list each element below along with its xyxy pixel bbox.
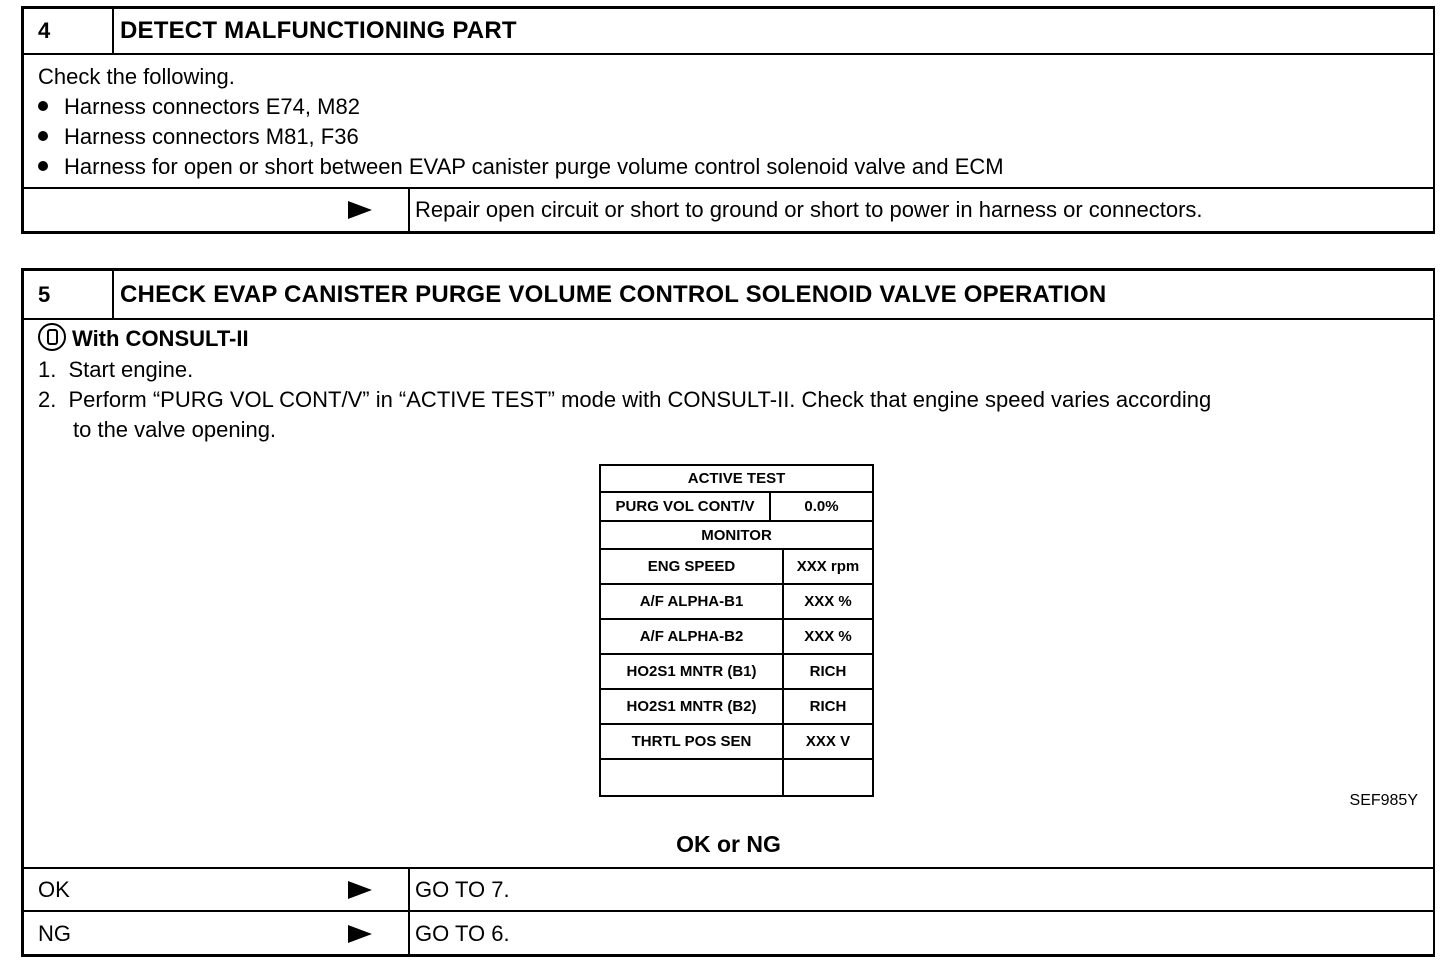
list-item — [38, 94, 360, 120]
figure-id: SEF985Y — [1349, 792, 1418, 809]
outcome-result: GO TO 6. — [415, 920, 510, 946]
instruction-1 — [38, 357, 193, 383]
result-text: Repair open circuit or short to ground or short to power in harness or connectors. — [415, 197, 1203, 222]
monitor-header-row — [601, 522, 872, 550]
screen-header: ACTIVE TEST — [687, 470, 786, 487]
step-5-box — [21, 268, 1435, 957]
bullet-icon — [38, 101, 48, 111]
list-item — [38, 154, 1004, 180]
monitor-item: HO2S1 MNTR (B2) — [601, 690, 784, 723]
monitor-label: MONITOR — [701, 526, 772, 544]
consult-tool-icon — [38, 323, 66, 351]
screen-test-row — [601, 493, 872, 522]
step-title: DETECT MALFUNCTIONING PART — [120, 17, 517, 44]
consult-heading — [38, 326, 249, 354]
instruction-2 — [38, 387, 1211, 413]
list-item-text: Harness connectors M81, F36 — [64, 124, 359, 149]
consult-label: With CONSULT-II — [72, 326, 249, 351]
step-number: 5 — [24, 271, 114, 318]
monitor-value: RICH — [809, 698, 847, 715]
monitor-row — [601, 690, 872, 725]
arrow-right-icon — [348, 912, 372, 955]
monitor-row — [601, 620, 872, 655]
monitor-row — [601, 725, 872, 760]
monitor-row — [601, 550, 872, 585]
monitor-value: XXX % — [804, 628, 852, 645]
instruction-number: 2. — [38, 387, 57, 412]
list-item-text: Harness for open or short between EVAP canister purge volume control solenoid valve and ECM — [64, 154, 1004, 179]
outcome-label: NG — [38, 920, 71, 946]
monitor-row — [601, 585, 872, 620]
step-number: 4 — [24, 9, 114, 53]
bullet-icon — [38, 161, 48, 171]
monitor-value: XXX % — [804, 593, 852, 610]
divider — [408, 189, 410, 231]
step-title: CHECK EVAP CANISTER PURGE VOLUME CONTROL SOLENOID VALVE OPERATION — [120, 280, 1107, 308]
monitor-row — [601, 760, 872, 795]
step-4-box — [21, 6, 1435, 234]
monitor-value: XXX V — [805, 733, 851, 750]
monitor-row — [601, 655, 872, 690]
screen-header-row — [601, 466, 872, 493]
step-4-header — [24, 9, 1433, 55]
divider — [408, 912, 410, 955]
outcome-row-ok — [24, 867, 1433, 910]
instruction-number: 1. — [38, 357, 57, 382]
list-item — [38, 124, 359, 150]
outcome-label: OK — [38, 876, 70, 902]
monitor-value — [784, 760, 872, 795]
ok-or-ng-question: OK or NG — [676, 831, 781, 857]
instruction-2-continuation: to the valve opening. — [73, 417, 277, 442]
test-value: 0.0% — [804, 498, 839, 515]
monitor-item: A/F ALPHA-B2 — [601, 620, 784, 653]
monitor-value: RICH — [809, 663, 847, 680]
monitor-value: XXX rpm — [796, 558, 860, 575]
monitor-item: A/F ALPHA-B1 — [601, 585, 784, 618]
arrow-right-icon — [348, 189, 372, 231]
instruction-text: Perform “PURG VOL CONT/V” in “ACTIVE TEST” mode with CONSULT-II. Check that engine speed varies according — [68, 387, 1212, 412]
step-intro: Check the following. — [38, 64, 235, 89]
step-5-header — [24, 271, 1433, 320]
arrow-right-icon — [348, 869, 372, 910]
outcome-row-ng — [24, 910, 1433, 955]
test-item: PURG VOL CONT/V — [601, 493, 771, 520]
monitor-item: ENG SPEED — [601, 550, 784, 583]
result-row — [24, 187, 1433, 231]
active-test-screen — [599, 464, 874, 797]
outcome-result: GO TO 7. — [415, 876, 510, 902]
bullet-icon — [38, 131, 48, 141]
monitor-item — [601, 760, 784, 795]
monitor-item: HO2S1 MNTR (B1) — [601, 655, 784, 688]
list-item-text: Harness connectors E74, M82 — [64, 94, 360, 119]
monitor-item: THRTL POS SEN — [601, 725, 784, 758]
divider — [408, 869, 410, 910]
instruction-text: Start engine. — [68, 357, 194, 382]
